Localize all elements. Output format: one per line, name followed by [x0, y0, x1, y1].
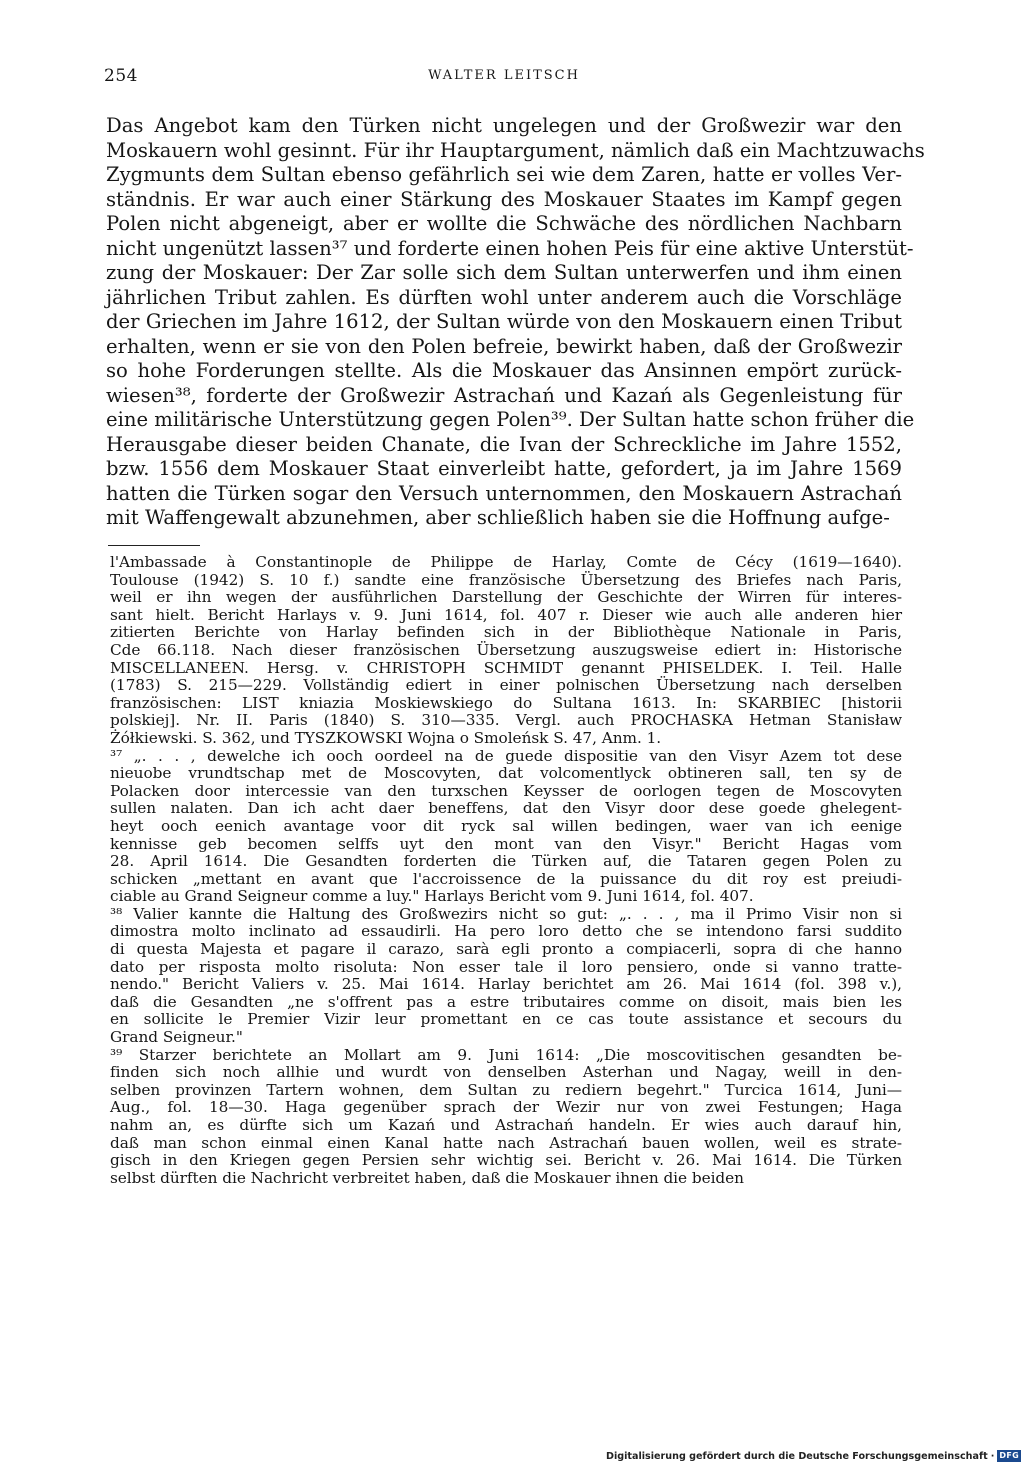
footnote-line: selben provinzen Tartern wohnen, dem Sultan zu rediern begehrt." Turcica 1614, Juni— — [110, 1080, 902, 1099]
footnote-line: 28. April 1614. Die Gesandten forderten die Türken auf, die Tataren gegen Polen zu — [110, 852, 902, 871]
dfg-logo: DFG — [999, 1451, 1019, 1460]
body-text-line: jährlichen Tribut zahlen. Es dürften wohl unter anderem auch die Vorschläge — [106, 285, 902, 309]
footnote-line: ³⁸ Valier kannte die Haltung des Großwezirs nicht so gut: „. . . , ma il Primo Visir non si — [110, 904, 902, 923]
body-text-line: bzw. 1556 dem Moskauer Staat einverleibt hatte, gefordert, ja im Jahre 1569 — [106, 457, 902, 480]
footnote-line: daß man schon einmal einen Kanal hatte nach Astrachań bauen wollen, weil es strate- — [110, 1133, 902, 1152]
body-text-line: Herausgabe dieser beiden Chanate, die Ivan der Schreckliche im Jahre 1552, — [106, 432, 902, 456]
footnote-line: kennisse geb becomen selffs uyt den mont van den Visyr." Bericht Hagas vom — [110, 834, 902, 853]
footnote-line: nahm an, es dürfte sich um Kazań und Astrachań handeln. Er wies auch darauf hin, — [110, 1116, 902, 1134]
footnote-divider — [108, 545, 200, 546]
digitization-credit: Digitalisierung gefördert durch die Deutsche Forschungsgemeinschaft · DFG — [606, 1450, 1019, 1462]
body-text-line: der Griechen im Jahre 1612, der Sultan würde von den Moskauern einen Tribut — [106, 310, 902, 333]
body-text-line: nicht ungenützt lassen³⁷ und forderte einen hohen Peis für eine aktive Unterstüt- — [106, 236, 914, 260]
footnote-line: französischen: LIST kniazia Moskiewskiego do Sultana 1613. In: SKARBIEC [historii — [110, 693, 902, 712]
footnote-line: gisch in den Kriegen gegen Persien sehr wichtig sei. Bericht v. 26. Mai 1614. Die Türken — [110, 1151, 902, 1170]
footnote-line: di questa Majesta et pagare il carazo, sarà egli pronto a compiacerli, sopra di che hanno — [110, 940, 902, 959]
body-text-line: eine militärische Unterstützung gegen Polen³⁹. Der Sultan hatte schon früher die — [106, 408, 915, 431]
footnote-line: Grand Seigneur." — [110, 1028, 243, 1047]
footnote-line: MISCELLANEEN. Hersg. v. CHRISTOPH SCHMIDT genannt PHISELDEK. I. Teil. Halle — [110, 658, 902, 677]
body-text-line: wiesen³⁸, forderte der Großwezir Astrachań und Kazań als Gegenleistung für — [106, 383, 902, 407]
footnote-line: ³⁷ „. . . , dewelche ich ooch oordeel na de guede dispositie van den Visyr Azem tot dese — [110, 746, 902, 765]
credit-text: Digitalisierung gefördert durch die Deutsche Forschungsgemeinschaft — [606, 1450, 988, 1462]
footnote-line: heyt ooch eenich avantage voor dit ryck sal willen bedingen, waer van ich eenige — [110, 816, 902, 835]
footnote-line: daß die Gesandten „ne s'offrent pas a estre tributaires comme on disoit, mais bien les — [110, 992, 902, 1011]
main-text-block — [106, 114, 925, 531]
footnote-line: schicken „mettant en avant que l'accroissence de la puissance du dit roy est preiudi- — [110, 869, 902, 888]
footnote-line: Polacken door intercessie van den turxschen Keysser de oorlogen tegen de Moscovyten — [110, 781, 902, 800]
body-text-line: erhalten, wenn er sie von den Polen befreie, bewirkt haben, daß der Großwezir — [106, 334, 902, 358]
footnote-line: selbst dürften die Nachricht verbreitet haben, daß die Moskauer ihnen die beiden — [110, 1168, 744, 1187]
body-text-line: Moskauern wohl gesinnt. Für ihr Hauptargument, nämlich daß ein Machtzuwachs — [106, 138, 925, 162]
footnote-line: dimostra molto inclinato ad essaudirli. Ha pero loro detto che se intendono farsi suddito — [110, 922, 902, 941]
footnote-line: nendo." Bericht Valiers v. 25. Mai 1614. Harlay berichtet am 26. Mai 1614 (fol. 398 v.), — [110, 975, 902, 994]
footnote-line: weil er ihn wegen der ausführlichen Darstellung der Geschichte der Wirren für interes- — [110, 588, 902, 607]
page-number: 254 — [104, 66, 138, 86]
footnotes-block — [110, 554, 902, 1187]
footnote-line: ciable au Grand Seigneur comme a luy." Harlays Bericht vom 9. Juni 1614, fol. 407. — [110, 887, 754, 906]
body-text-line: hatten die Türken sogar den Versuch unternommen, den Moskauern Astrachań — [106, 481, 902, 505]
body-text-line: Zygmunts dem Sultan ebenso gefährlich sei wie dem Zaren, hatte er volles Ver- — [106, 163, 902, 186]
body-text-line: zung der Moskauer: Der Zar solle sich dem Sultan unterwerfen und ihm einen — [106, 261, 902, 284]
footnote-line: Aug., fol. 18—30. Haga gegenüber sprach der Wezir nur von zwei Festungen; Haga — [110, 1098, 902, 1117]
footnote-line: sant hielt. Bericht Harlays v. 9. Juni 1614, fol. 407 r. Dieser wie auch alle anderen hier — [110, 605, 902, 624]
footnote-line: en sollicite le Premier Vizir leur promettant en ce cas toute assistance et secours du — [110, 1010, 902, 1029]
footnote-line: Żółkiewski. S. 362, und TYSZKOWSKI Wojna o Smoleńsk S. 47, Anm. 1. — [110, 728, 662, 747]
footnote-line: (1783) S. 215—229. Vollständig ediert in einer polnischen Übersetzung nach derselben — [110, 676, 902, 695]
body-text-line: mit Waffengewalt abzunehmen, aber schließlich haben sie die Hoffnung aufge- — [106, 506, 890, 529]
footnote-line: l'Ambassade à Constantinople de Philippe de Harlay, Comte de Cécy (1619—1640). — [110, 553, 902, 571]
footnote-line: finden sich noch allhie und wurdt von denselben Asterhan und Nagay, weill in den- — [110, 1063, 902, 1082]
footnote-line: nieuobe vrundtschap met de Moscovyten, dat volcomentlyck obtineren sall, ten sy de — [110, 764, 902, 783]
footnote-line: dato per risposta molto risoluta: Non esser tale il loro pensiero, onde si vanno tratte- — [110, 957, 902, 976]
page-header — [104, 66, 904, 90]
running-head: WALTER LEITSCH — [428, 68, 580, 83]
footnote-line: Toulouse (1942) S. 10 f.) sandte eine französische Übersetzung des Briefes nach Paris, — [110, 570, 902, 589]
body-text-line: ständnis. Er war auch einer Stärkung des Moskauer Staates im Kampf gegen — [106, 187, 902, 211]
footnote-line: Cde 66.118. Nach dieser französischen Übersetzung auszugsweise ediert in: Historische — [110, 640, 902, 659]
body-text-line: so hohe Forderungen stellte. Als die Moskauer das Ansinnen empört zurück- — [106, 359, 902, 382]
body-text-line: Polen nicht abgeneigt, aber er wollte die Schwäche des nördlichen Nachbarn — [106, 212, 902, 235]
body-text-line: Das Angebot kam den Türken nicht ungelegen und der Großwezir war den — [106, 114, 902, 137]
footnote-line: ³⁹ Starzer berichtete an Mollart am 9. Juni 1614: „Die moscovitischen gesandten be- — [110, 1045, 902, 1064]
footnote-line: zitierten Berichte von Harlay befinden sich in der Bibliothèque Nationale in Paris, — [110, 623, 902, 642]
footnote-line: sullen nalaten. Dan ich acht daer beneffens, dat den Visyr door dese goede ghelegent- — [110, 799, 902, 818]
footnote-line: polskiej]. Nr. II. Paris (1840) S. 310—335. Vergl. auch PROCHASKA Hetman Stanisław — [110, 711, 902, 730]
